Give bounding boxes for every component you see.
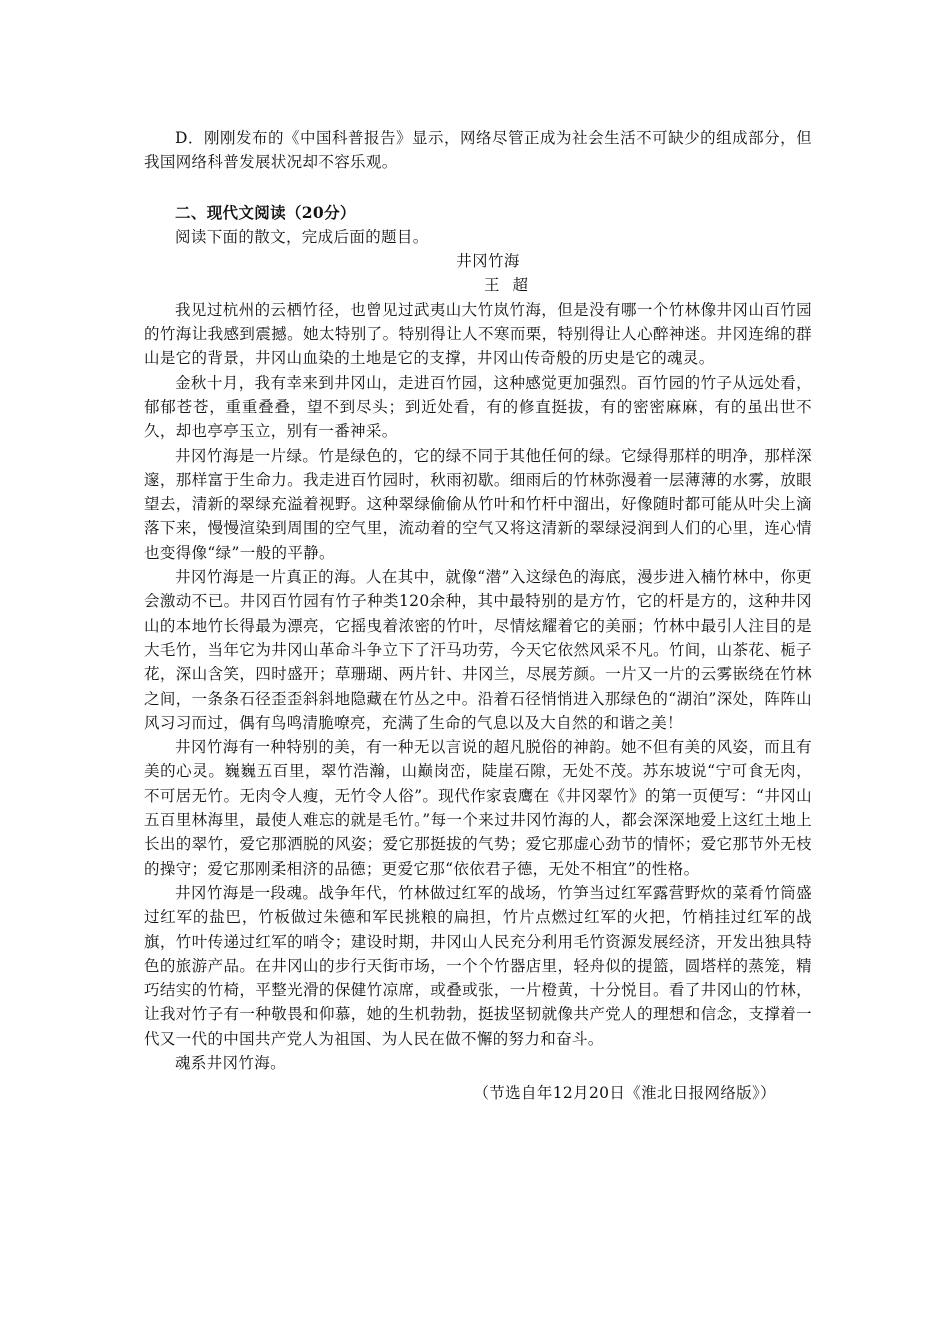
document-page (144, 126, 812, 1106)
article-closing-line: 魂系井冈竹海。 (175, 1053, 286, 1072)
reading-instruction: 阅读下面的散文，完成后面的题目。 (175, 227, 429, 246)
article-paragraph: 金秋十月，我有幸来到井冈山，走进百竹园，这种感觉更加强烈。百竹园的竹子从远处看，郁郁苍苍，重重叠叠，望不到尽头；到近处看，有的修直挺拔，有的密密麻麻，有的虽出世不久，却也亭亭玉立，别有一番神采。 (144, 373, 812, 441)
article-paragraph: 井冈竹海是一片绿。竹是绿色的，它的绿不同于其他任何的绿。它绿得那样的明净，那样深邃，那样富于生命力。我走进百竹园时，秋雨初歇。细雨后的竹林弥漫着一层薄薄的水雾，放眼望去，清新的翠绿充溢着视野。这种翠绿偷偷从竹叶和竹杆中溜出，好像随时都可能从叶尖上滴落下来，慢慢渲染到周围的空气里，流动着的空气又将这清新的翠绿浸润到人们的心里，连心情也变得像“绿”一般的平静。 (144, 446, 812, 562)
article-paragraph: 井冈竹海是一段魂。战争年代，竹林做过红军的战场，竹笋当过红军露营野炊的菜肴竹筒盛过红军的盐巴，竹板做过朱德和军民挑粮的扁担，竹片点燃过红军的火把，竹梢挂过红军的战旗，竹叶传递过红军的哨令；建设时期，井冈山人民充分利用毛竹资源发展经济，开发出独具特色的旅游产品。在井冈山的步行天街市场，一个个竹器店里，轻舟似的提篮，圆塔样的蒸笼，精巧结实的竹椅，平整光滑的保健竹凉席，或叠或张，一片橙黄，十分悦目。看了井冈山的竹林，让我对竹子有一种敬畏和仰慕，她的生机勃勃，挺拔坚韧就像共产党人的理想和信念，支撑着一代又一代的中国共产党人为祖国、为人民在做不懈的努力和奋斗。 (144, 883, 812, 1048)
article-paragraph: 井冈竹海有一种特别的美，有一种无以言说的超凡脱俗的神韵。她不但有美的风姿，而且有美的心灵。巍巍五百里，翠竹浩瀚，山巅岗峦，陡崖石隙，无处不茂。苏东坡说“宁可食无肉，不可居无竹。无肉令人瘦，无竹令人俗”。现代作家袁鹰在《井冈翠竹》的第一页便写：“井冈山五百里林海里，最使人难忘的就是毛竹。”每一个来过井冈竹海的人，都会深深地爱上这红土地上长出的翠竹，爱它那洒脱的风姿；爱它那挺拔的气势；爱它那虚心劲节的情怀；爱它那节外无枝的操守；爱它那刚柔相济的品德；更爱它那“依依君子德，无处不相宜”的性格。 (144, 738, 812, 878)
option-d: D．刚刚发布的《中国科普报告》显示，网络尽管正成为社会生活不可缺少的组成部分，但我国网络科普发展状况却不容乐观。 (144, 129, 812, 172)
article-source: （节选自年12月20日《淮北日报网络版》） (473, 1084, 776, 1103)
article-paragraph: 井冈竹海是一片真正的海。人在其中，就像“潜”入这绿色的海底，漫步进入楠竹林中，你更会激动不已。井冈百竹园有竹子种类120余种，其中最特别的是方竹，它的杆是方的，这种井冈山的本地竹长得最为漂亮，它摇曳着浓密的竹叶，尽情炫耀着它的美丽；竹林中最引人注目的是大毛竹，当年它为井冈山革命斗争立下了汗马功劳，今天它依然风采不凡。竹间，山茶花、栀子花，深山含笑，四时盛开；草珊瑚、两片针、井冈兰，尽展芳颜。一片又一片的云雾嵌绕在竹林之间，一条条石径歪歪斜斜地隐藏在竹丛之中。沿着石径悄悄进入那绿色的“湖泊”深处，阵阵山风习习而过，偶有鸟鸣清脆嘹亮，充满了生命的气息以及大自然的和谐之美！ (144, 568, 812, 732)
article-paragraph: 我见过杭州的云栖竹径，也曾见过武夷山大竹岚竹海，但是没有哪一个竹林像井冈山百竹园的竹海让我感到震撼。她太特别了。特别得让人不寒而栗，特别得让人心醉神迷。井冈连绵的群山是它的背景，井冈山血染的土地是它的支撑，井冈山传奇般的历史是它的魂灵。 (144, 300, 812, 368)
article-author: 王 超 (484, 276, 532, 295)
article-title: 井冈竹海 (456, 252, 520, 271)
section-heading: 二、现代文阅读（20分） (175, 202, 356, 222)
